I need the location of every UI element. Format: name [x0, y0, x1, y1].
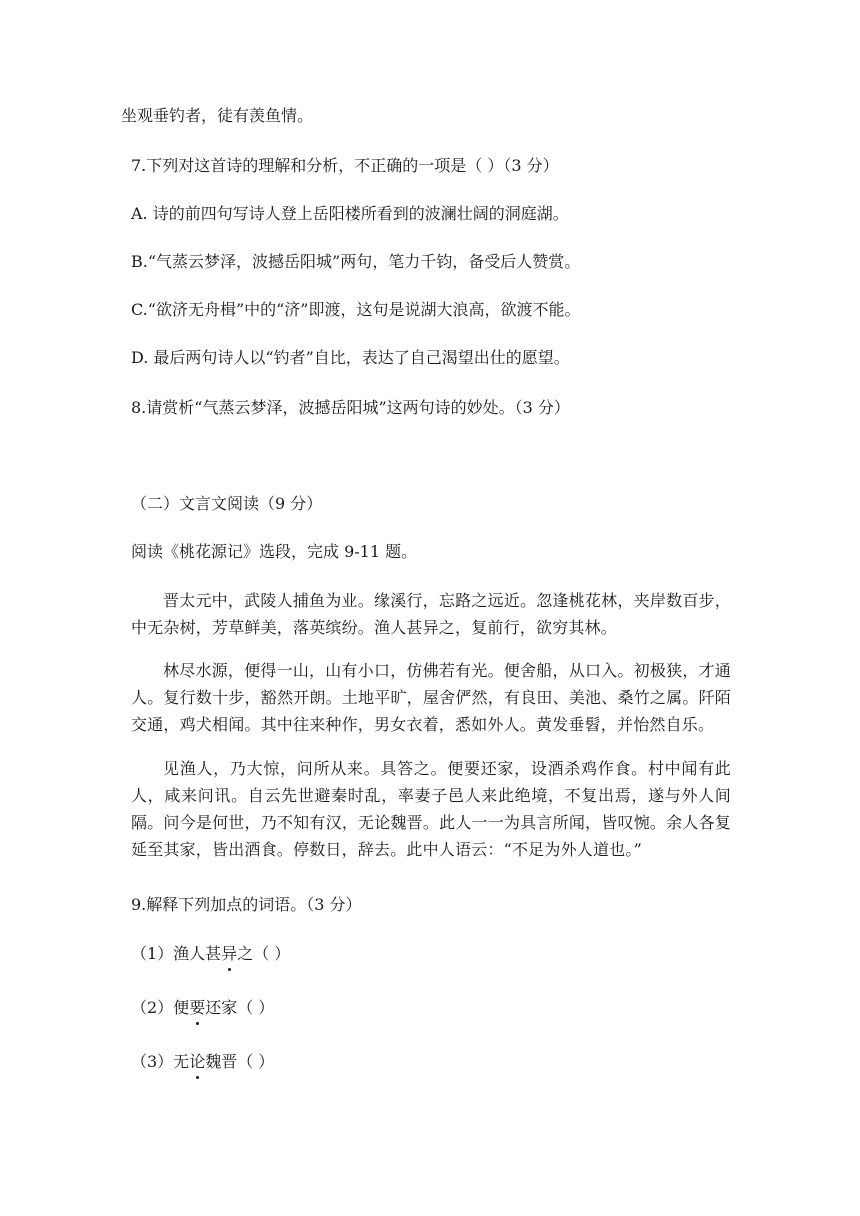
question-7-option-a: A. 诗的前四句写诗人登上岳阳楼所看到的波澜壮阔的洞庭湖。 [131, 204, 569, 223]
poem-last-line: 坐观垂钓者，徒有羡鱼情。 [121, 106, 314, 125]
question-9-stem: 9.解释下列加点的词语。（3 分） [131, 895, 362, 914]
passage-paragraph-2: 林尽水源，便得一山，山有小口，仿佛若有光。便舍船，从口入。初极狭，才通人。复行数十步，豁然开朗。土地平旷，屋舍俨然，有良田、美池、桑竹之属。阡陌交通，鸡犬相闻。其中往来种作，男女衣着，悉如外人。黄发垂髫，并怡然自乐。 [131, 661, 731, 734]
question-9-item-2 [131, 996, 274, 1020]
question-7-option-b: B.“气蒸云梦泽，波撼岳阳城”两句，笔力千钧，备受后人赞赏。 [131, 252, 581, 271]
item-text: （3）无 [131, 1052, 190, 1071]
item-text: 之（ ） [237, 944, 291, 963]
item-text: 还家（ ） [205, 998, 275, 1017]
question-9-item-3 [131, 1050, 274, 1074]
passage-paragraph-3: 见渔人，乃大惊，问所从来。具答之。便要还家，设酒杀鸡作食。村中闻有此人，咸来问讯。自云先世避秦时乱，率妻子邑人来此绝境，不复出焉，遂与外人间隔。问今是何世，乃不知有汉，无论魏晋。此人一一为具言所闻，皆叹惋。余人各复延至其家，皆出酒食。停数日，辞去。此中人语云：“不足为外人道也。” [131, 759, 731, 859]
question-7-stem: 7.下列对这首诗的理解和分析，不正确的一项是（ ）（3 分） [131, 156, 559, 175]
item-text: （2）便 [131, 998, 190, 1017]
section-2-instruction: 阅读《桃花源记》选段，完成 9-11 题。 [131, 542, 418, 561]
dotted-character: 论 [189, 1050, 205, 1074]
question-9-item-1 [131, 942, 290, 966]
passage-paragraph-1: 晋太元中，武陵人捕鱼为业。缘溪行，忘路之远近。忽逢桃花林，夹岸数百步，中无杂树，芳草鲜美，落英缤纷。渔人甚异之，复前行，欲穷其林。 [131, 591, 731, 637]
question-8-stem: 8.请赏析“气蒸云梦泽，波撼岳阳城”这两句诗的妙处。（3 分） [131, 398, 570, 417]
item-text: （1）渔人甚 [131, 944, 222, 963]
dotted-character: 要 [189, 996, 205, 1020]
dotted-character: 异 [221, 942, 237, 966]
question-7-option-c: C.“欲济无舟楫”中的“济”即渡，这句是说湖大浪高，欲渡不能。 [131, 300, 581, 319]
section-2-heading: （二）文言文阅读（9 分） [131, 494, 323, 513]
item-text: 魏晋（ ） [205, 1052, 275, 1071]
question-7-option-d: D. 最后两句诗人以“钓者”自比，表达了自己渴望出仕的愿望。 [131, 348, 570, 367]
